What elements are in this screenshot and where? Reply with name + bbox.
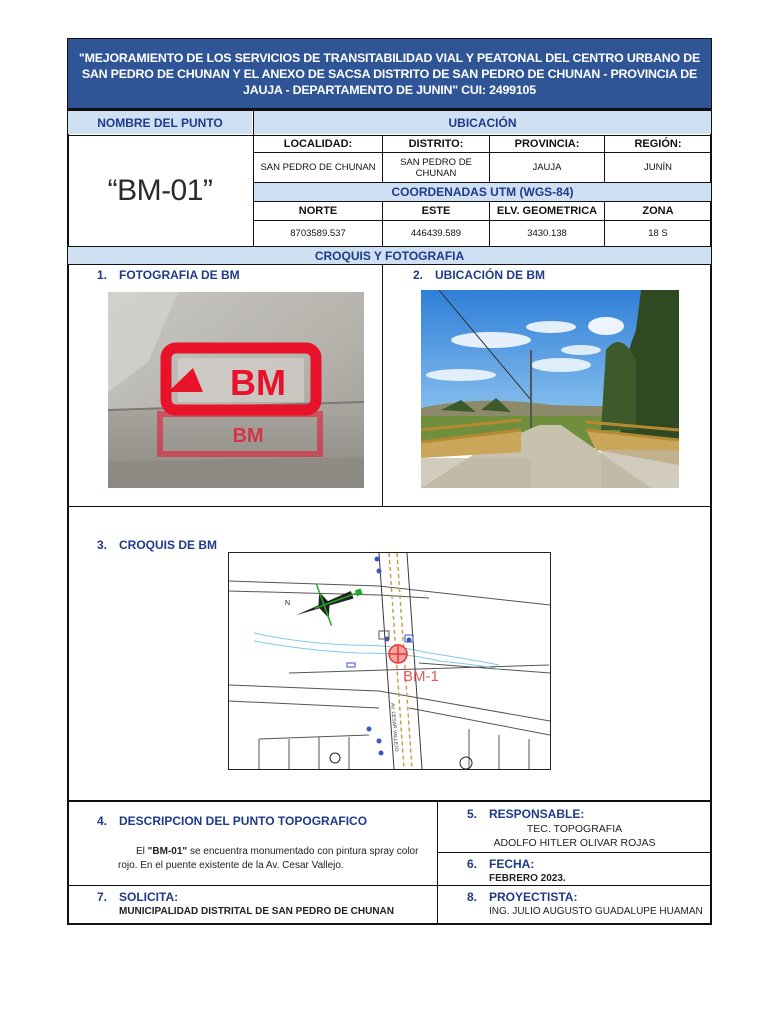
- location-value: SAN PEDRO DE CHUNAN: [400, 156, 472, 179]
- designer-value: ING. JULIO AUGUSTO GUADALUPE HUAMAN: [489, 906, 703, 917]
- photo2-title: 2. UBICACIÓN DE BM: [413, 268, 545, 282]
- location-value: SAN PEDRO DE CHUNAN: [260, 162, 376, 173]
- location-header: PROVINCIA:: [514, 138, 580, 150]
- svg-text:N: N: [285, 600, 291, 607]
- date-value: FEBRERO 2023.: [489, 873, 566, 884]
- location-photo: [421, 290, 679, 488]
- point-name: “BM-01”: [107, 174, 213, 207]
- photo1-title: 1. FOTOGRAFIA DE BM: [97, 268, 240, 282]
- bm-marker-text: BM: [230, 362, 286, 403]
- location-label: UBICACIÓN: [254, 111, 711, 134]
- coords-value: 3430.138: [527, 228, 567, 239]
- responsible-role: TEC. TOPOGRAFIA: [526, 823, 623, 835]
- location-header: LOCALIDAD:: [283, 138, 353, 150]
- svg-text:AV. CESAR VALLEJO: AV. CESAR VALLEJO: [389, 702, 400, 752]
- bm-photo: [108, 292, 364, 488]
- description-text: El "BM-01" se encuentra monumentado con pintura spray color rojo. En el puente existente de la Av. Cesar Vallejo.: [118, 846, 419, 871]
- coords-header: ZONA: [642, 205, 674, 217]
- croquis-label: CROQUIS Y FOTOGRAFIA: [68, 247, 711, 264]
- bm-marker-text-reflection: BM: [232, 425, 264, 447]
- coords-value: 8703589.537: [290, 228, 346, 239]
- location-value: JAUJA: [532, 162, 562, 173]
- description-title: 4. DESCRIPCION DEL PUNTO TOPOGRAFICO: [97, 814, 368, 828]
- point-name-label: NOMBRE DEL PUNTO: [68, 111, 252, 134]
- coords-value: 446439.589: [410, 228, 462, 239]
- sketch-title: 3. CROQUIS DE BM: [97, 538, 218, 552]
- designer-title: 8. PROYECTISTA:: [467, 890, 578, 904]
- location-sketch-map: [228, 552, 551, 770]
- requester-value: MUNICIPALIDAD DISTRITAL DE SAN PEDRO DE CHUNAN: [119, 906, 395, 917]
- location-value: JUNÍN: [644, 162, 672, 173]
- coords-header: NORTE: [298, 205, 338, 217]
- requester-title: 7. SOLICITA:: [97, 890, 179, 904]
- coords-label: COORDENADAS UTM (WGS-84): [254, 183, 711, 201]
- coords-header: ELV. GEOMETRICA: [496, 205, 598, 217]
- coords-header: ESTE: [421, 205, 451, 217]
- responsible-name: ADOLFO HITLER OLIVAR ROJAS: [493, 837, 656, 849]
- date-title: 6. FECHA:: [467, 857, 535, 871]
- project-title: "MEJORAMIENTO DE LOS SERVICIOS DE TRANSITABILIDAD VIAL Y PEATONAL DEL CENTRO URBANO DE SAN PEDRO DE CHUNAN Y EL ANEXO DE SACSA DISTRITO DE SAN PEDRO DE CHUNAN - PROVINCIA DE JAUJA - DEPARTAMENTO DE JUNIN" CUI: 2499105: [68, 39, 711, 110]
- location-header: REGIÓN:: [634, 138, 682, 150]
- bm-map-label: BM-1: [403, 668, 439, 685]
- responsible-title: 5. RESPONSABLE:: [467, 807, 585, 821]
- location-header: DISTRITO:: [408, 138, 464, 150]
- coords-value: 18 S: [648, 228, 668, 239]
